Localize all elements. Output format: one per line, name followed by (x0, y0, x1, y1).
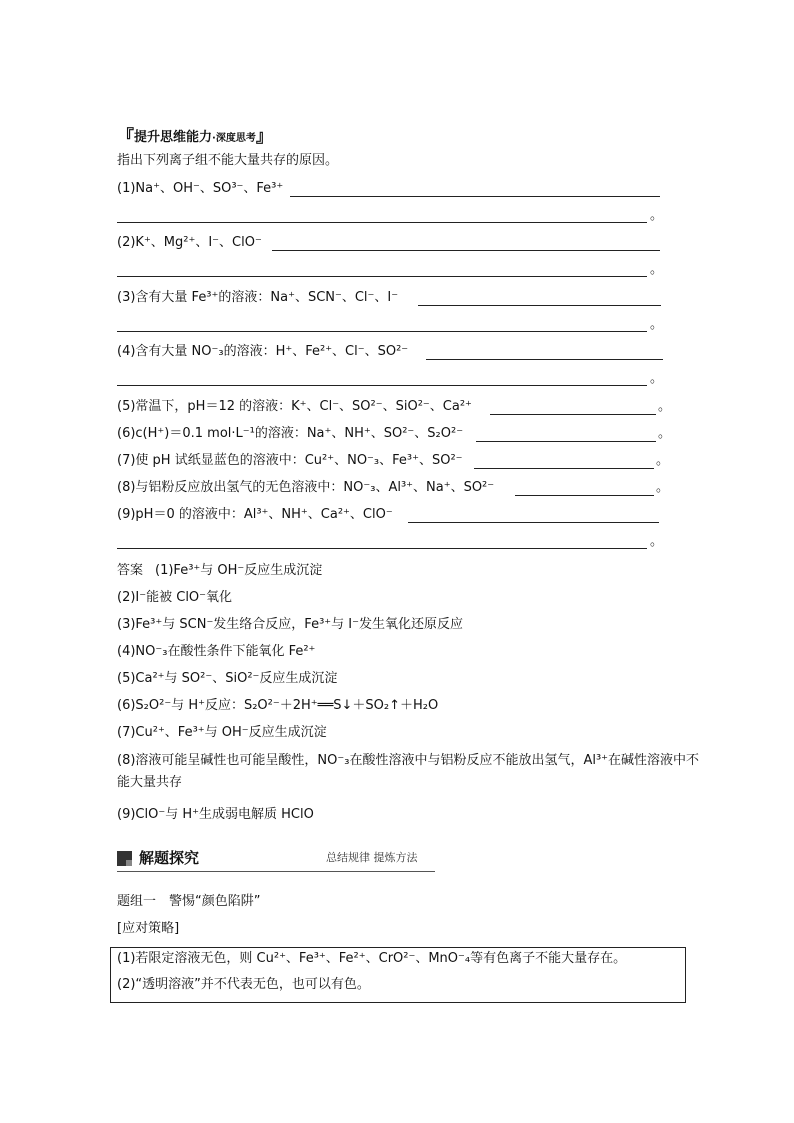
answer-blank-2b[interactable] (117, 276, 647, 277)
header-bracket-left: 『 (117, 127, 134, 147)
answer-blank-4a[interactable] (426, 359, 663, 360)
strategy-box (110, 947, 686, 1003)
answer-1: (1)Fe³⁺与 OH⁻反应生成沉淀 (155, 563, 323, 578)
question-2: (2)K⁺、Mg²⁺、I⁻、ClO⁻ (117, 235, 262, 250)
answer-blank-3a[interactable] (418, 305, 661, 306)
period-5: 。 (658, 399, 672, 414)
question-8: (8)与铝粉反应放出氢气的无色溶液中：NO⁻₃、Al³⁺、Na⁺、SO²⁻ (117, 480, 495, 495)
answer-blank-1b[interactable] (117, 222, 647, 223)
answer-8: (8)溶液可能呈碱性也可能呈酸性，NO⁻₃在酸性溶液中与铝粉反应不能放出氢气，Al³⁺在碱性溶液中不能大量共存 (117, 753, 700, 790)
answer-6: (6)S₂O²⁻与 H⁺反应：S₂O²⁻＋2H⁺══S↓＋SO₂↑＋H₂O (117, 698, 439, 713)
header-bracket-right: 』 (255, 127, 273, 147)
question-5: (5)常温下，pH＝12 的溶液：K⁺、Cl⁻、SO²⁻、SiO²⁻、Ca²⁺ (117, 399, 472, 414)
answer-3: (3)Fe³⁺与 SCN⁻发生络合反应，Fe³⁺与 I⁻发生氧化还原反应 (117, 617, 463, 632)
answer-7: (7)Cu²⁺、Fe³⁺与 OH⁻反应生成沉淀 (117, 725, 327, 740)
answer-blank-8[interactable] (515, 495, 654, 496)
answer-blank-5[interactable] (490, 414, 656, 415)
period-2: 。 (650, 262, 664, 277)
answer-5: (5)Ca²⁺与 SO²⁻、SiO²⁻反应生成沉淀 (117, 671, 338, 686)
question-3: (3)含有大量 Fe³⁺的溶液：Na⁺、SCN⁻、Cl⁻、I⁻ (117, 290, 399, 305)
period-4: 。 (650, 371, 664, 386)
question-6: (6)c(H⁺)＝0.1 mol·L⁻¹的溶液：Na⁺、NH⁺、SO²⁻、S₂O²⁻ (117, 426, 464, 441)
period-8: 。 (656, 480, 670, 495)
answer-2: (2)I⁻能被 ClO⁻氧化 (117, 590, 233, 605)
banner-divider (117, 871, 435, 872)
banner-tagline: 总结规律 提炼方法 (326, 851, 418, 864)
section-header (117, 122, 273, 147)
question-7: (7)使 pH 试纸显蓝色的溶液中：Cu²⁺、NO⁻₃、Fe³⁺、SO²⁻ (117, 453, 463, 468)
prompt-text: 指出下列离子组不能大量共存的原因。 (117, 153, 339, 168)
section-banner (117, 848, 435, 874)
period-6: 。 (658, 426, 672, 441)
answer-blank-3b[interactable] (117, 331, 647, 332)
answer-blank-9a[interactable] (408, 522, 659, 523)
answer-blank-9b[interactable] (117, 548, 647, 549)
header-title: 提升思维能力 (134, 130, 213, 145)
group-title: 题组一 警惕“颜色陷阱” (117, 894, 261, 909)
period-3: 。 (650, 317, 664, 332)
answer-4: (4)NO⁻₃在酸性条件下能氧化 Fe²⁺ (117, 644, 316, 659)
answer-blank-1a[interactable] (290, 196, 660, 197)
answer-blank-6[interactable] (476, 441, 656, 442)
answer-blank-7[interactable] (474, 468, 654, 469)
period-7: 。 (656, 453, 670, 468)
answer-line-1 (117, 562, 322, 580)
answer-blank-2a[interactable] (272, 250, 660, 251)
square-icon (117, 851, 132, 866)
answer-9: (9)ClO⁻与 H⁺生成弱电解质 HClO (117, 807, 314, 822)
question-4: (4)含有大量 NO⁻₃的溶液：H⁺、Fe²⁺、Cl⁻、SO²⁻ (117, 344, 409, 359)
header-subtitle: 深度思考 (215, 133, 256, 144)
banner-title: 解题探究 (139, 849, 200, 867)
question-1: (1)Na⁺、OH⁻、SO³⁻、Fe³⁺ (117, 181, 284, 196)
strategy-item-1: (1)若限定溶液无色，则 Cu²⁺、Fe³⁺、Fe²⁺、CrO²⁻、MnO⁻₄等有色离子不能大量存在。 (117, 951, 627, 966)
header-dot: · (212, 133, 216, 144)
answer-label: 答案 (117, 563, 144, 578)
strategy-label: [应对策略] (117, 921, 180, 936)
answer-blank-4b[interactable] (117, 385, 647, 386)
strategy-item-2: (2)“透明溶液”并不代表无色，也可以有色。 (117, 977, 370, 992)
question-9: (9)pH＝0 的溶液中：Al³⁺、NH⁺、Ca²⁺、ClO⁻ (117, 507, 393, 522)
period-9: 。 (650, 534, 664, 549)
period-1: 。 (650, 208, 664, 223)
